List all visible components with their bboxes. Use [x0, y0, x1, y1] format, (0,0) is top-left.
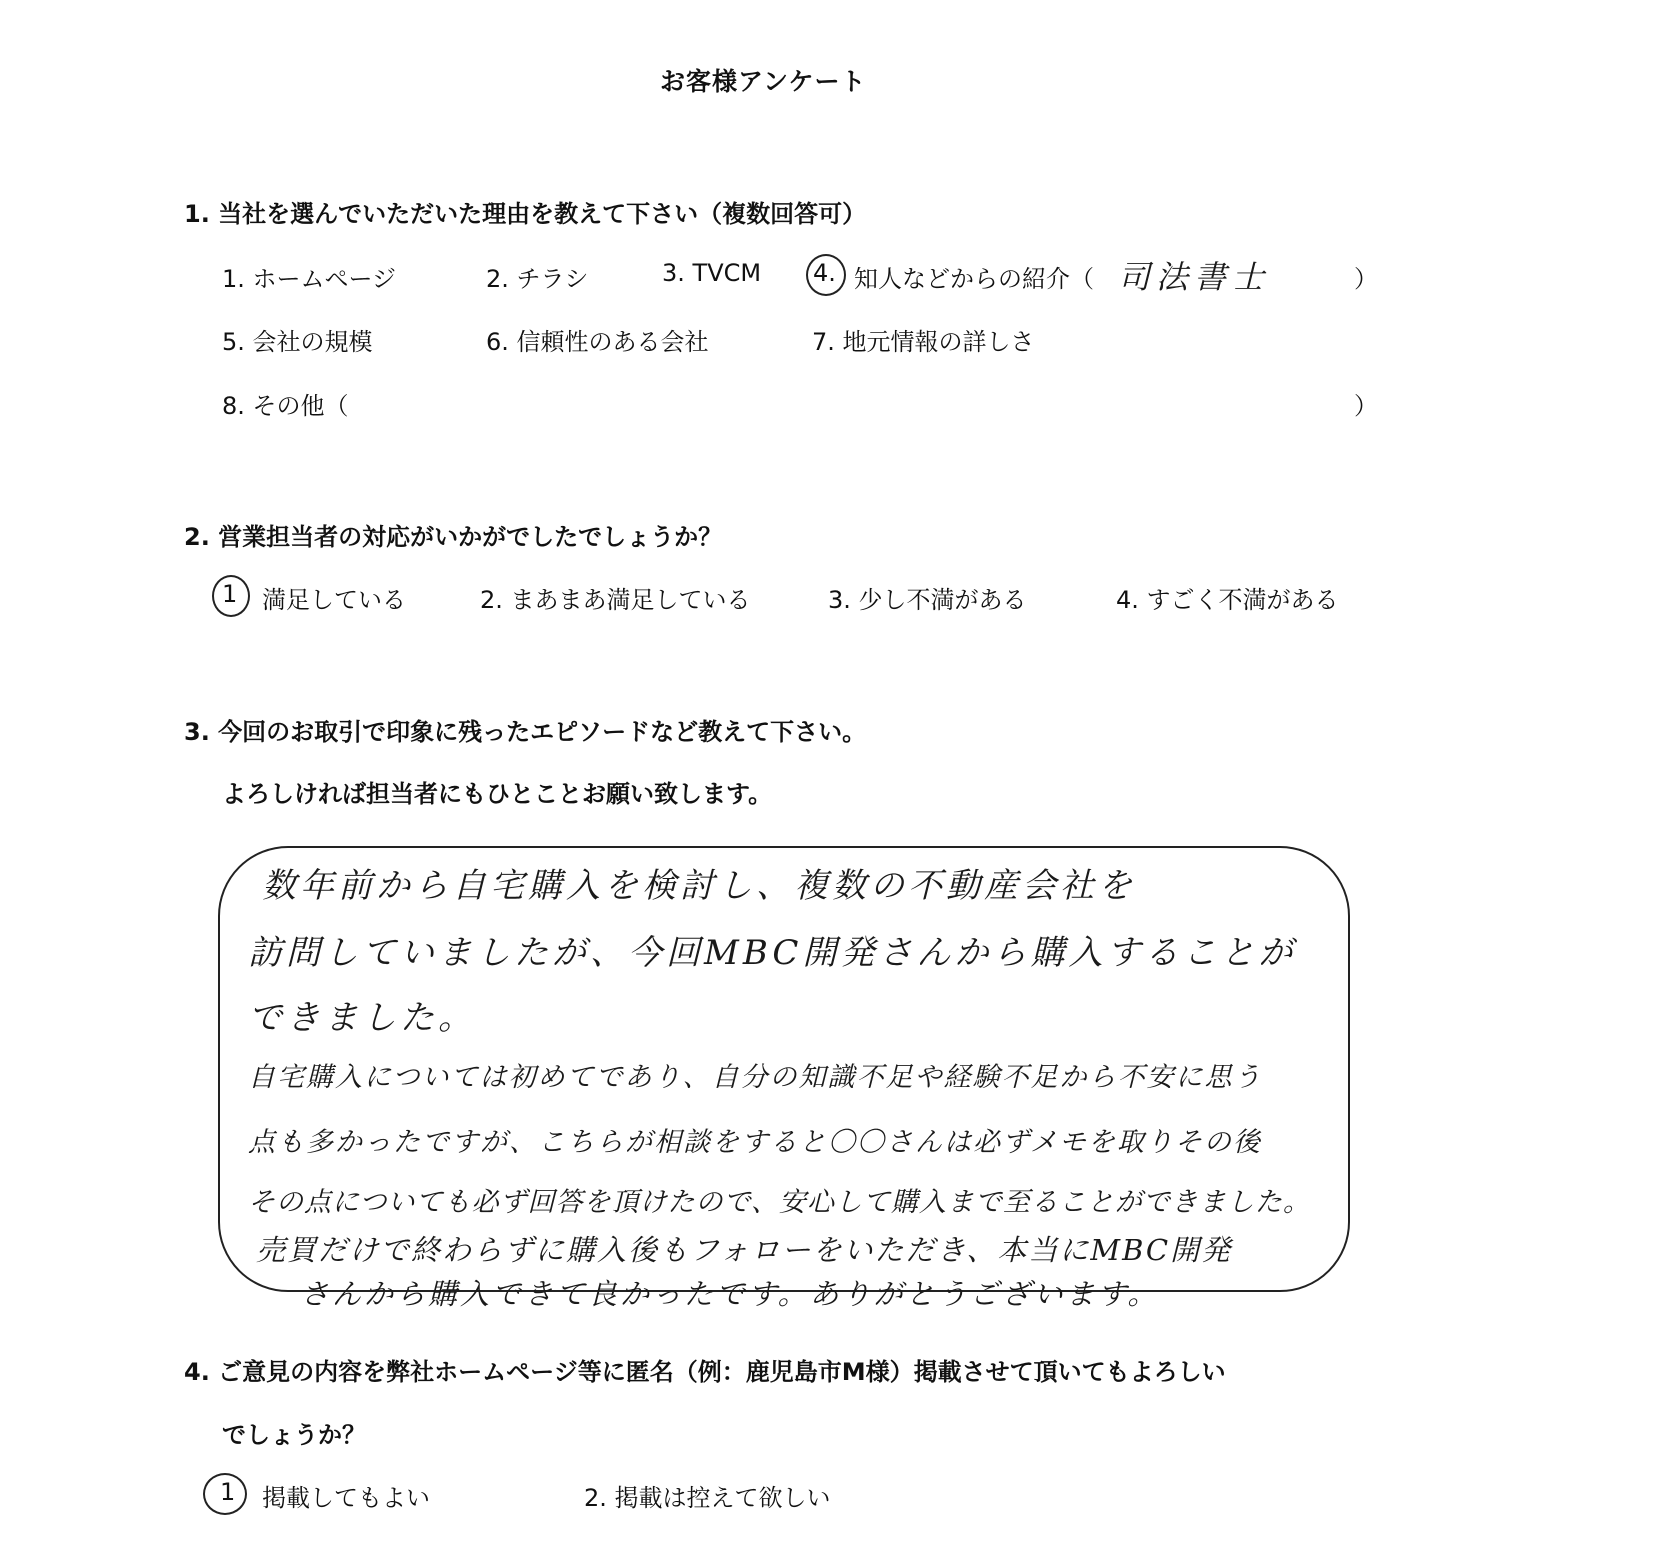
q2-option-somewhat-satisfied[interactable]: 2. まあまあ満足している — [480, 586, 751, 614]
q1-option-other[interactable]: 8. その他（ — [222, 392, 349, 420]
q3-answer-line: 売買だけで終わらずに購入後もフォローをいただき、本当にMBC開発 — [256, 1233, 1233, 1267]
q1-option-homepage[interactable]: 1. ホームページ — [222, 265, 397, 293]
q1-option-flyer[interactable]: 2. チラシ — [486, 265, 589, 293]
q3-question-line1: 3. 今回のお取引で印象に残ったエピソードなど教えて下さい。 — [184, 718, 867, 746]
q4-option-allow[interactable]: 掲載してもよい — [262, 1484, 430, 1512]
q3-answer-line: その点についても必ず回答を頂けたので、安心して購入まで至ることができました。 — [248, 1187, 1311, 1218]
q2-question: 2. 営業担当者の対応がいかがでしたでしょうか？ — [184, 523, 723, 551]
q2-option-satisfied[interactable]: 満足している — [262, 586, 406, 614]
q2-option-1-number[interactable]: 1 — [222, 580, 238, 608]
q2-option-very-dissatisfied[interactable]: 4. すごく不満がある — [1116, 586, 1339, 614]
q3-answer-line: 訪問していましたが、今回MBC開発さんから購入することが — [248, 933, 1297, 973]
q1-option-local-info[interactable]: 7. 地元情報の詳しさ — [812, 328, 1035, 356]
q3-answer-line: さんから購入できて良かったです。ありがとうございます。 — [300, 1277, 1160, 1311]
q4-option-decline[interactable]: 2. 掲載は控えて欲しい — [584, 1484, 831, 1512]
q4-question-line1: 4. ご意見の内容を弊社ホームページ等に匿名（例：鹿児島市M様）掲載させて頂いてもよろしい — [184, 1358, 1226, 1386]
q3-question-line2: よろしければ担当者にもひとことお願い致します。 — [222, 780, 773, 808]
q4-option-1-number[interactable]: 1 — [220, 1478, 236, 1506]
q2-option-slightly-dissatisfied[interactable]: 3. 少し不満がある — [828, 586, 1027, 614]
q1-referral-close-paren: ） — [1354, 265, 1378, 293]
q3-answer-line: できました。 — [248, 998, 476, 1038]
q1-option-company-size[interactable]: 5. 会社の規模 — [222, 328, 373, 356]
q3-answer-line: 点も多かったですが、こちらが相談をすると〇〇さんは必ずメモを取りその後 — [248, 1127, 1262, 1158]
q1-option-referral[interactable]: 知人などからの紹介（ — [854, 265, 1094, 293]
q1-option-referral-number[interactable]: 4. — [813, 259, 836, 287]
q3-answer-line: 数年前から自宅購入を検討し、複数の不動産会社を — [262, 866, 1136, 906]
q1-handwritten-referral: 司法書士 — [1118, 258, 1271, 296]
q1-option-tvcm[interactable]: 3. TVCM — [662, 259, 762, 287]
q1-other-close-paren: ） — [1354, 392, 1378, 420]
q1-question: 1. 当社を選んでいただいた理由を教えて下さい（複数回答可） — [184, 200, 867, 228]
q3-answer-line: 自宅購入については初めてであり、自分の知識不足や経験不足から不安に思う — [248, 1062, 1263, 1093]
q4-question-line2: でしょうか？ — [222, 1421, 366, 1449]
q1-option-reliable-company[interactable]: 6. 信頼性のある会社 — [486, 328, 709, 356]
page-title: お客様アンケート — [660, 67, 867, 96]
